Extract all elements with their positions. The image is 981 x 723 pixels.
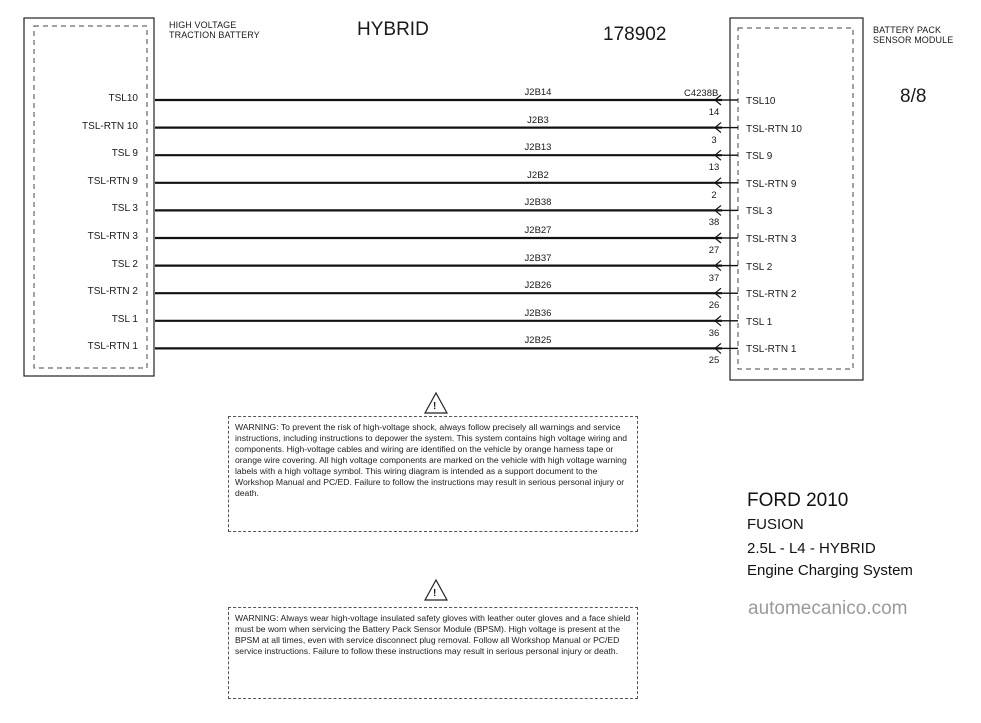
terminal-number: 25 xyxy=(708,355,720,367)
page-number: 8/8 xyxy=(900,86,927,107)
terminal-number: 36 xyxy=(708,327,720,339)
left-component-title xyxy=(169,20,260,40)
terminal-number: 27 xyxy=(708,245,720,256)
warning-text-2: WARNING: Always wear high-voltage insulated safety gloves with leather outer gloves and a face shield must be worn when servicing the Battery Pack Sensor Module (BPSM). High voltage is present at the BPSM at all times, even with service disconnect plug removal. Follow all Workshop Manual or PC/ED service instructions. Failure to follow these instructions may result in serious personal injury or death. xyxy=(235,613,631,656)
warning-symbol-1: ! xyxy=(433,401,437,412)
model: FUSION xyxy=(747,516,804,533)
warning-symbol-2: ! xyxy=(433,588,437,599)
connector-id: C4238B xyxy=(684,88,719,99)
terminal-number: 13 xyxy=(708,162,720,174)
circuit-label: J2B27 xyxy=(524,225,552,236)
terminal-number: 14 xyxy=(708,107,720,118)
right-component-line-2: SENSOR MODULE xyxy=(873,35,954,45)
right-pin-label: TSL-RTN 2 xyxy=(746,289,797,301)
site-watermark: automecanico.com xyxy=(748,598,908,619)
circuit-label: J2B36 xyxy=(524,307,552,319)
left-pin-label: TSL-RTN 1 xyxy=(87,341,138,353)
terminal-number: 3 xyxy=(711,134,717,146)
make-year: FORD 2010 xyxy=(747,490,849,511)
terminal-number: 2 xyxy=(711,189,717,201)
circuit-label: J2B25 xyxy=(524,335,552,347)
circuit-label: J2B3 xyxy=(527,114,549,126)
system-name: Engine Charging System xyxy=(747,562,913,579)
left-pin-label: TSL-RTN 3 xyxy=(87,231,138,242)
left-pin-label: TSL-RTN 10 xyxy=(82,120,138,132)
right-pin-label: TSL 9 xyxy=(746,151,773,163)
left-pin-label: TSL 9 xyxy=(111,148,138,160)
right-component-line-1: BATTERY PACK xyxy=(873,25,942,35)
circuit-label: J2B14 xyxy=(524,87,552,98)
circuit-label: J2B38 xyxy=(524,197,552,209)
circuit-label: J2B26 xyxy=(524,280,552,292)
system-tag: HYBRID xyxy=(357,19,429,40)
right-component-title xyxy=(873,25,953,45)
diagram-number: 178902 xyxy=(603,24,667,45)
warning-box-2 xyxy=(228,607,638,699)
left-pin-label: TSL-RTN 2 xyxy=(87,286,138,298)
right-pin-label: TSL-RTN 10 xyxy=(746,123,802,135)
engine: 2.5L - L4 - HYBRID xyxy=(747,540,876,557)
right-pin-label: TSL-RTN 9 xyxy=(746,178,797,190)
circuit-label: J2B13 xyxy=(524,142,552,154)
terminal-number: 26 xyxy=(708,300,720,312)
left-component-line-1: HIGH VOLTAGE xyxy=(169,20,237,30)
warning-box-1 xyxy=(228,416,638,532)
left-pin-label: TSL-RTN 9 xyxy=(87,175,138,187)
right-pin-label: TSL-RTN 1 xyxy=(746,344,797,356)
left-pin-label: TSL 2 xyxy=(111,258,138,270)
right-pin-label: TSL 1 xyxy=(746,316,773,328)
right-pin-label: TSL 2 xyxy=(746,261,773,273)
circuit-label: J2B2 xyxy=(527,169,549,181)
terminal-number: 38 xyxy=(708,217,720,229)
left-component-line-2: TRACTION BATTERY xyxy=(169,30,260,40)
left-pin-label: TSL10 xyxy=(108,93,138,104)
right-pin-label: TSL 3 xyxy=(746,206,773,218)
right-pin-label: TSL-RTN 3 xyxy=(746,234,797,245)
left-pin-label: TSL 3 xyxy=(111,203,138,215)
warning-text-1: WARNING: To prevent the risk of high-voltage shock, always follow precisely all warnings and service instructions, including instructions to depower the system. This system contains high voltage wiring and components. High-voltage cables and wiring are identified on the vehicle by orange harness tape or orange wire covering. All high voltage components are marked on the vehicle with high voltage warning labels with a high voltage symbol. This wiring diagram is intended as a support document to the Workshop Manual and PC/ED. Failure to follow the instructions may result in serious personal injury or death. xyxy=(235,422,628,498)
circuit-label: J2B37 xyxy=(524,252,552,264)
terminal-number: 37 xyxy=(708,272,720,284)
left-pin-label: TSL 1 xyxy=(111,313,138,325)
right-pin-label: TSL10 xyxy=(746,96,776,107)
